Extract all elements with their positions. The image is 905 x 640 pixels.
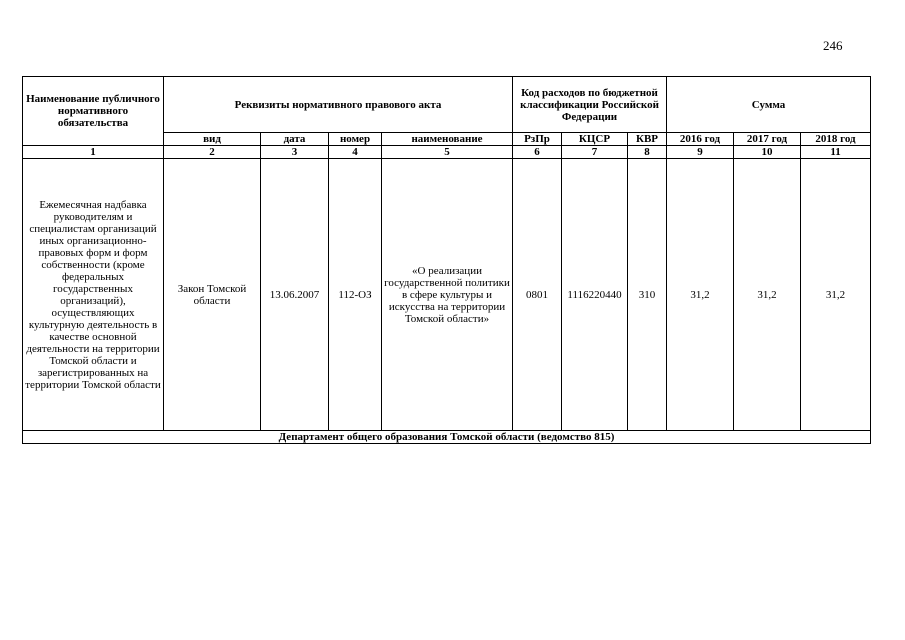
cell-act-name: «О реализации государственной политики в сфере культуры и искусства на территории Томской области» — [382, 159, 513, 431]
header-name: наименование — [382, 133, 513, 146]
header-2016: 2016 год — [667, 133, 734, 146]
col-number: 8 — [628, 146, 667, 159]
header-act-details: Реквизиты нормативного правового акта — [164, 77, 513, 133]
cell-number: 112-ОЗ — [329, 159, 382, 431]
cell-act-type: Закон Томской области — [164, 159, 261, 431]
col-number: 2 — [164, 146, 261, 159]
header-type: вид — [164, 133, 261, 146]
header-sum: Сумма — [667, 77, 871, 133]
cell-obligation: Ежемесячная надбавка руководителям и специалистам организаций иных организационно-правовых форм и форм собственности (кроме федеральных государственных организаций), осуществляющих культурную деятельность в качестве основной деятельности на территории Томской области и зарегистрированных на территории Томской области — [23, 159, 164, 431]
obligations-table — [22, 76, 871, 444]
header-kcsr: КЦСР — [562, 133, 628, 146]
page-number: 246 — [823, 38, 843, 53]
header-2018: 2018 год — [801, 133, 871, 146]
col-number: 5 — [382, 146, 513, 159]
cell-rzpr: 0801 — [513, 159, 562, 431]
cell-2016: 31,2 — [667, 159, 734, 431]
header-2017: 2017 год — [734, 133, 801, 146]
col-number: 10 — [734, 146, 801, 159]
cell-date: 13.06.2007 — [261, 159, 329, 431]
header-date: дата — [261, 133, 329, 146]
header-obligation: Наименование публичного нормативного обязательства — [23, 77, 164, 146]
table-row — [23, 159, 871, 431]
col-number: 7 — [562, 146, 628, 159]
header-number: номер — [329, 133, 382, 146]
col-number: 3 — [261, 146, 329, 159]
col-number: 4 — [329, 146, 382, 159]
col-number: 9 — [667, 146, 734, 159]
cell-2017: 31,2 — [734, 159, 801, 431]
department-row: Департамент общего образования Томской области (ведомство 815) — [23, 431, 871, 444]
cell-kvr: 310 — [628, 159, 667, 431]
col-number: 1 — [23, 146, 164, 159]
header-rzpr: РзПр — [513, 133, 562, 146]
col-number: 6 — [513, 146, 562, 159]
cell-2018: 31,2 — [801, 159, 871, 431]
header-expense-code: Код расходов по бюджетной классификации Российской Федерации — [513, 77, 667, 133]
col-number: 11 — [801, 146, 871, 159]
cell-kcsr: 1116220440 — [562, 159, 628, 431]
header-kvr: КВР — [628, 133, 667, 146]
